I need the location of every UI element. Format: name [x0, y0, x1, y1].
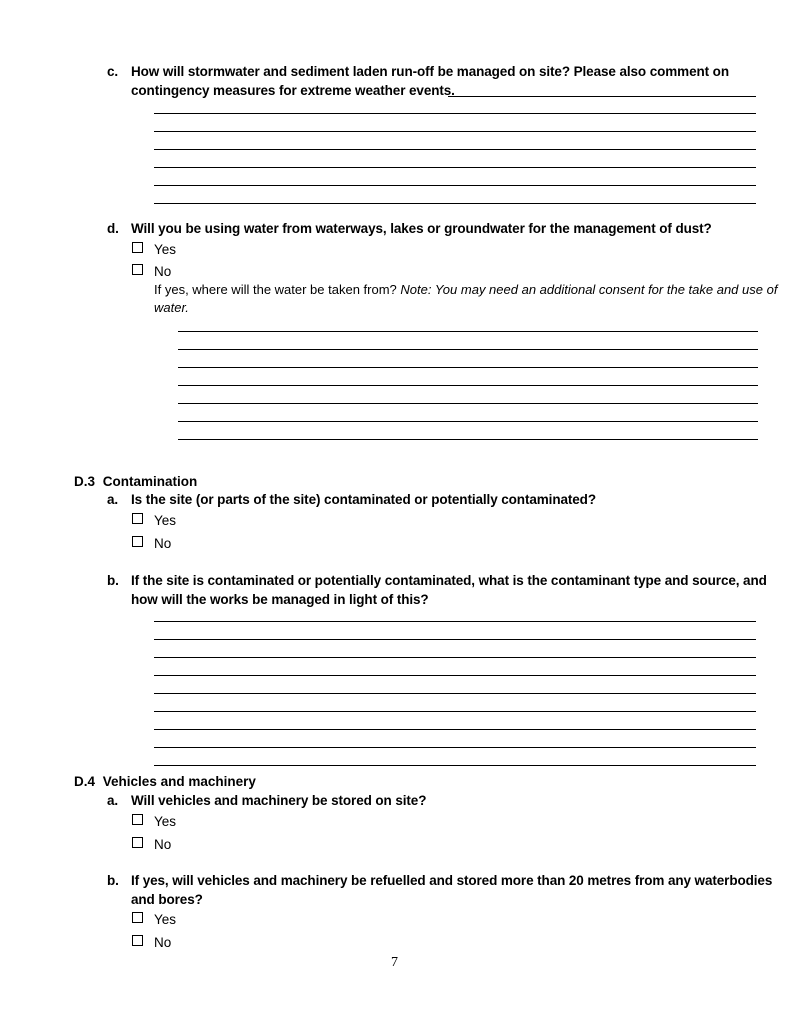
section-heading-d3: [74, 472, 197, 491]
no-checkbox[interactable]: [132, 935, 143, 946]
option-label: Yes: [154, 912, 177, 927]
answer-line[interactable]: [154, 203, 756, 204]
section-title: Vehicles and machinery: [102, 774, 256, 789]
answer-line[interactable]: [178, 331, 758, 332]
section-number: D.3: [74, 474, 96, 489]
option-label: Yes: [154, 242, 177, 257]
option-label: No: [154, 264, 172, 279]
answer-line[interactable]: [154, 621, 756, 622]
answer-line[interactable]: [154, 149, 756, 150]
no-checkbox[interactable]: [132, 536, 143, 547]
answer-line[interactable]: [154, 729, 756, 730]
question-d3-b: [107, 571, 797, 611]
yes-checkbox[interactable]: [132, 513, 143, 524]
answer-line[interactable]: [154, 675, 756, 676]
question-text: Will you be using water from waterways, lakes or groundwater for the management of dust?: [131, 221, 712, 236]
yes-checkbox[interactable]: [132, 912, 143, 923]
followup-text: [154, 281, 779, 317]
question-text: If yes, will vehicles and machinery be refuelled and stored more than 20 metres from any waterbodies and bores?: [131, 873, 773, 907]
consent-note: Note: You may need an additional consent for the take and use of water.: [154, 282, 778, 315]
question-label: d.: [107, 221, 119, 236]
question-d3-a: [107, 490, 797, 510]
answer-line[interactable]: [178, 349, 758, 350]
answer-line[interactable]: [154, 167, 756, 168]
no-checkbox[interactable]: [132, 837, 143, 848]
answer-line[interactable]: [154, 693, 756, 694]
answer-line[interactable]: [178, 403, 758, 404]
section-number: D.4: [74, 774, 96, 789]
answer-line[interactable]: [178, 367, 758, 368]
section-heading-d4: [74, 772, 256, 791]
option-label: No: [154, 935, 172, 950]
question-label: a.: [107, 492, 119, 507]
question-d: [107, 219, 797, 239]
question-d4-b: [107, 871, 797, 911]
no-checkbox[interactable]: [132, 264, 143, 275]
question-text: If the site is contaminated or potentially contaminated, what is the contaminant type and source, and how will the works be managed in light of this?: [131, 573, 767, 607]
question-label: b.: [107, 873, 119, 888]
answer-line[interactable]: [154, 639, 756, 640]
option-label: Yes: [154, 814, 177, 829]
answer-line[interactable]: [448, 96, 756, 97]
answer-line[interactable]: [154, 657, 756, 658]
option-label: No: [154, 837, 172, 852]
page-number: 7: [391, 955, 398, 970]
question-text: Will vehicles and machinery be stored on site?: [131, 793, 427, 808]
answer-line[interactable]: [154, 185, 756, 186]
answer-line[interactable]: [154, 113, 756, 114]
answer-line[interactable]: [154, 747, 756, 748]
answer-line[interactable]: [154, 131, 756, 132]
option-label: Yes: [154, 513, 177, 528]
answer-line[interactable]: [154, 765, 756, 766]
question-label: c.: [107, 64, 119, 79]
answer-line[interactable]: [178, 421, 758, 422]
question-label: a.: [107, 793, 119, 808]
question-label: b.: [107, 573, 119, 588]
answer-line[interactable]: [178, 385, 758, 386]
answer-line[interactable]: [178, 439, 758, 440]
question-text: How will stormwater and sediment laden run-off be managed on site? Please also comment on contingency measures for extreme weather events.: [131, 64, 729, 98]
section-title: Contamination: [102, 474, 198, 489]
question-d4-a: [107, 791, 797, 811]
option-label: No: [154, 536, 172, 551]
answer-line[interactable]: [154, 711, 756, 712]
yes-checkbox[interactable]: [132, 814, 143, 825]
yes-checkbox[interactable]: [132, 242, 143, 253]
question-text: Is the site (or parts of the site) contaminated or potentially contaminated?: [131, 492, 596, 507]
followup-question: If yes, where will the water be taken from?: [154, 282, 397, 297]
